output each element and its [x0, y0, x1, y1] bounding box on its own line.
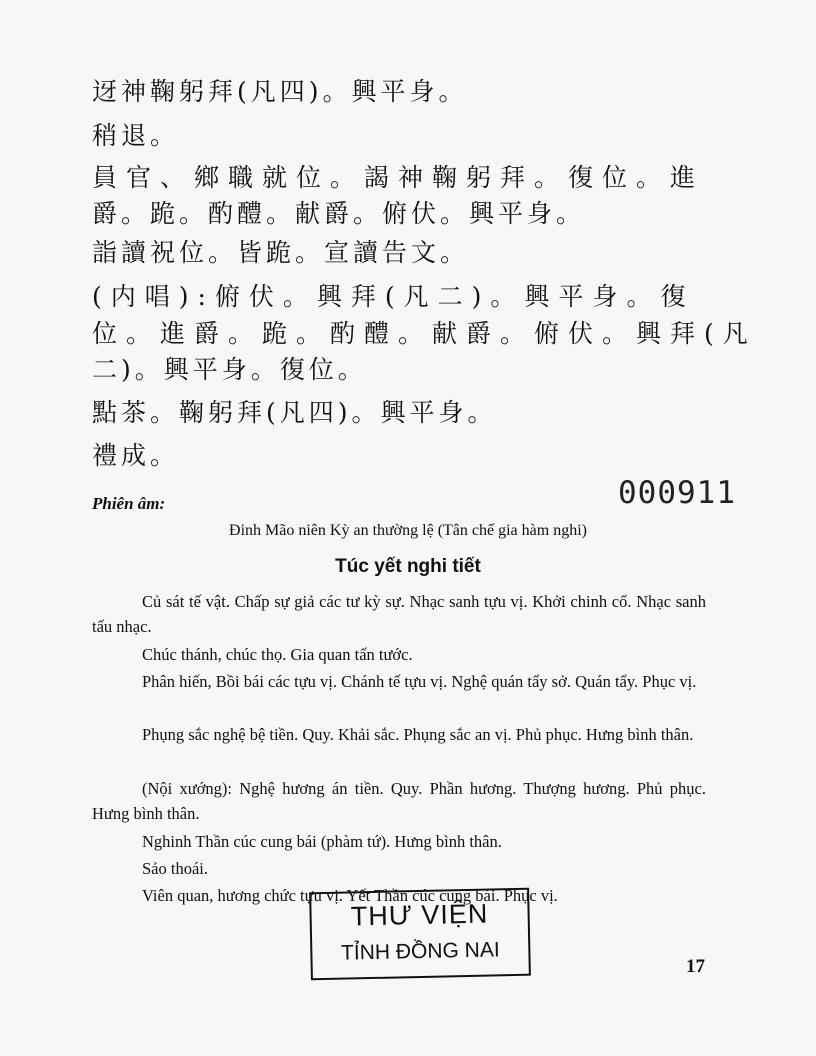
han-line: 點茶。鞠躬拜(凡四)。興平身。 — [92, 398, 497, 427]
subtitle: Đinh Mão niên Kỳ an thường lệ (Tân chế gia hàm nghi) — [229, 522, 587, 539]
han-line: 爵。跪。酌醴。献爵。俯伏。興平身。 — [92, 199, 586, 228]
page-number: 17 — [686, 956, 705, 977]
stamp-line-1: THƯ VIỆN — [350, 898, 489, 932]
paragraph: Phụng sắc nghệ bệ tiền. Quy. Khải sắc. Phụng sắc an vị. Phủ phục. Hưng bình thân. — [142, 725, 694, 744]
phien-am-label: Phiên âm: — [92, 494, 166, 513]
stamp-line-2: TỈNH ĐỒNG NAI — [340, 938, 500, 965]
section-title: Túc yết nghi tiết — [335, 556, 481, 577]
paragraph: (Nội xướng): Nghệ hương án tiền. Quy. Phần hương. Thượng hương. Phủ phục. Hưng bình thân. — [92, 779, 706, 823]
han-line: 二)。興平身。復位。 — [92, 355, 367, 384]
han-line: (内唱):俯伏。興拜(凡二)。興平身。復 — [92, 282, 695, 311]
paragraph: Chúc thánh, chúc thọ. Gia quan tấn tước. — [142, 645, 413, 664]
paragraph: Phân hiến, Bồi bái các tựu vị. Chánh tế tựu vị. Nghệ quán tẩy sở. Quán tẩy. Phục vị. — [142, 672, 697, 691]
han-line: 位。進爵。跪。酌醴。献爵。俯伏。興拜(凡 — [92, 319, 757, 348]
han-line: 詣讀祝位。皆跪。宣讀告文。 — [92, 238, 470, 267]
library-stamp — [309, 888, 531, 981]
han-line: 員官、鄉職就位。謁神鞠躬拜。復位。進 — [92, 163, 705, 192]
paragraph: Củ sát tế vật. Chấp sự giả các tư kỳ sự. Nhạc sanh tựu vị. Khởi chinh cổ. Nhạc sanh tấu nhạc. — [92, 592, 706, 636]
paragraph: Viên quan, hương chức tựu vị. Yết Thần cúc cung bái. Phục vị. — [142, 886, 558, 905]
paragraph: Nghinh Thần cúc cung bái (phàm tứ). Hưng bình thân. — [142, 832, 502, 851]
han-line: 稍退。 — [92, 121, 180, 150]
document-number: 000911 — [618, 475, 736, 511]
han-line: 迓神鞠躬拜(凡四)。興平身。 — [92, 77, 468, 106]
paragraph: Sảo thoái. — [142, 859, 208, 878]
han-line: 禮成。 — [92, 441, 180, 470]
